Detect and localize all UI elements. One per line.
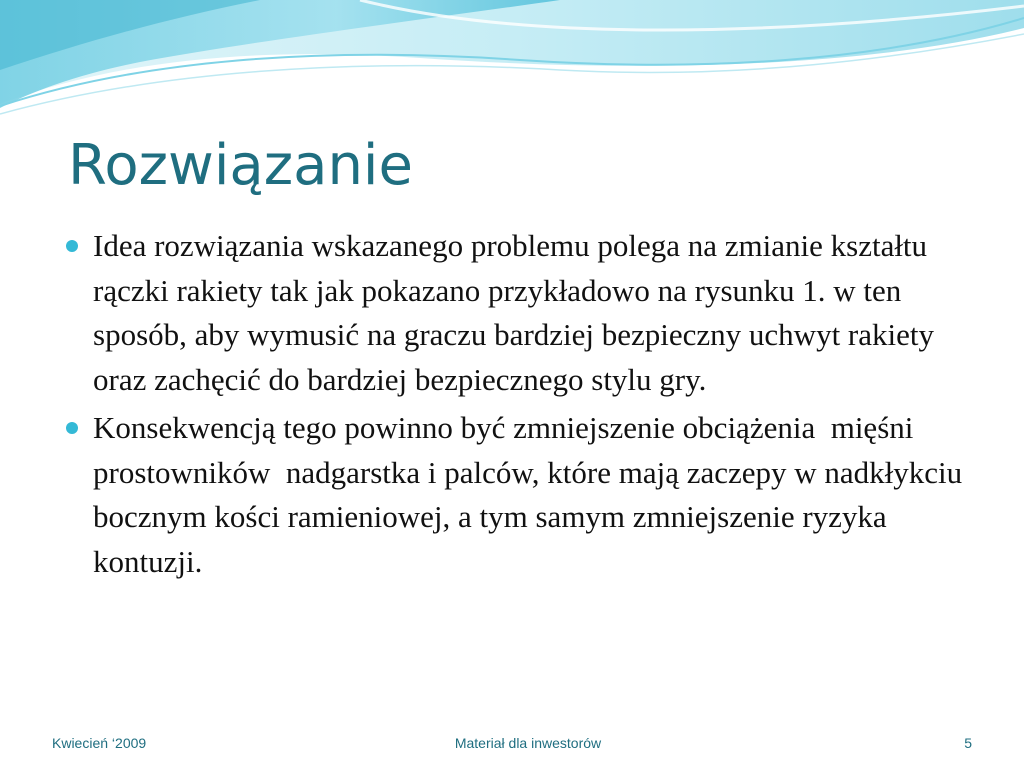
- bullet-dot-icon: [66, 422, 78, 434]
- bullet-list: [60, 224, 980, 588]
- footer-center-text: Materiał dla inwestorów: [454, 735, 602, 751]
- bullet-text: Idea rozwiązania wskazanego problemu polega na zmianie kształtu rączki rakiety tak jak pokazano przykładowo na rysunku 1. w ten sposób, aby wymusić na graczu bardziej bezpieczny uchwyt rakiety oraz zachęcić do bardziej bezpiecznego stylu gry.: [93, 228, 934, 397]
- bullet-text: Konsekwencją tego powinno być zmniejszenie obciążenia mięśni prostowników nadgarstka i palców, które mają zaczepy w nadkłykciu bocznym kości ramieniowej, a tym samym zmniejszenie ryzyka kontuzji.: [93, 410, 970, 579]
- slide-footer: [0, 732, 1024, 754]
- bullet-item: [60, 406, 980, 584]
- footer-date: Kwiecień ‘2009: [52, 735, 147, 751]
- footer-page-number: 5: [964, 735, 972, 751]
- bullet-dot-icon: [66, 240, 78, 252]
- header-wave-decoration: [0, 0, 1024, 130]
- slide-title: Rozwiązanie: [68, 133, 413, 198]
- bullet-item: [60, 224, 980, 402]
